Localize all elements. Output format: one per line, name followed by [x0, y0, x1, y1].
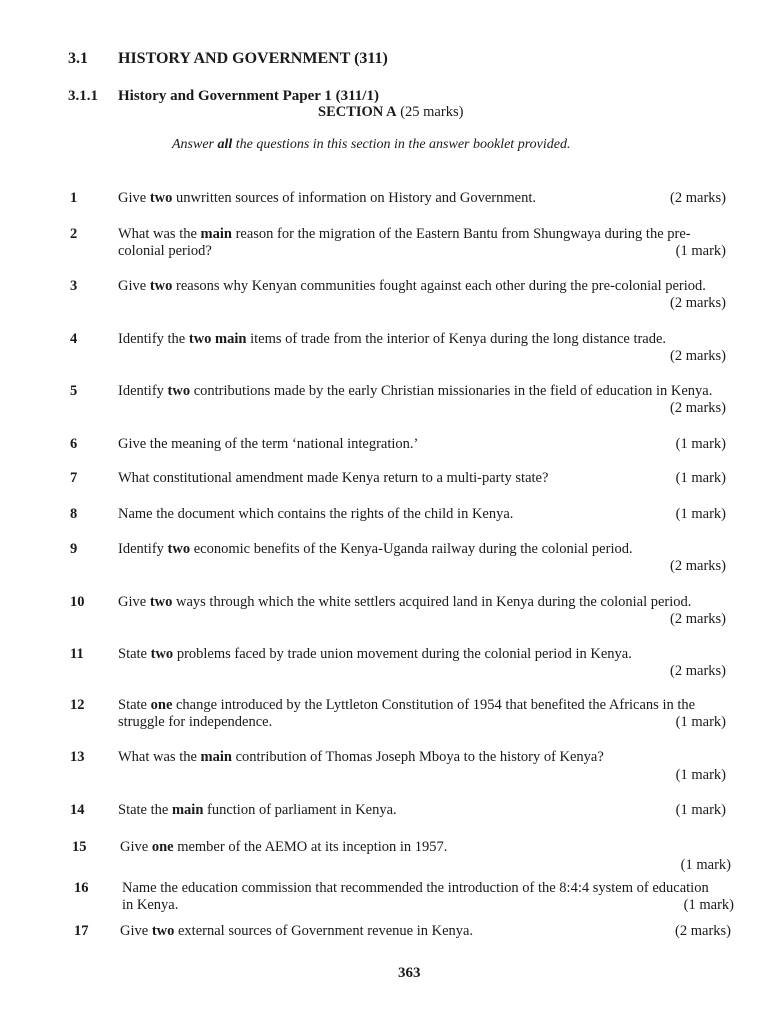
question-number: 1 — [70, 190, 78, 206]
question-emphasis: main — [171, 802, 204, 818]
section-heading — [318, 104, 463, 121]
question-text — [118, 646, 730, 663]
question-text — [118, 470, 658, 487]
question-marks: (2 marks) — [675, 923, 731, 939]
question-marks: (1 mark) — [675, 243, 726, 259]
question-number: 13 — [70, 749, 85, 765]
question-number: 2 — [70, 226, 78, 242]
question-marks: (1 mark) — [675, 436, 726, 452]
question-text-part: contribution of Thomas Joseph Mboya to the history of Kenya? — [231, 749, 604, 765]
question-emphasis: two — [149, 594, 173, 610]
question-number: 10 — [70, 594, 85, 610]
question-text-part: State — [118, 697, 151, 713]
question-text — [118, 697, 730, 731]
question-emphasis: two main — [188, 331, 247, 347]
question-text-part: State — [118, 646, 151, 662]
page-number: 363 — [398, 965, 421, 981]
question-text-part: What was the — [118, 226, 201, 242]
section-label: SECTION A — [318, 104, 397, 120]
question-text-part: ways through which the white settlers acquired land in Kenya during the colonial period. — [172, 594, 692, 610]
question-text-part: State the — [118, 802, 172, 818]
question-text — [118, 506, 658, 523]
question-marks: (2 marks) — [670, 663, 726, 679]
instruction-text: Answer — [172, 137, 218, 152]
question-text-part: problems faced by trade union movement during the colonial period in Kenya. — [173, 646, 632, 662]
question-text — [118, 331, 730, 348]
question-marks: (2 marks) — [670, 295, 726, 311]
question-number: 4 — [70, 331, 78, 347]
question-marks: (2 marks) — [670, 558, 726, 574]
question-text — [118, 436, 658, 453]
question-marks: (2 marks) — [670, 190, 726, 206]
question-number: 11 — [70, 646, 84, 662]
subsection-number: 3.1.1 — [68, 88, 98, 104]
question-text-part: Name the education commission that recommended the introduction of the 8:4:4 system of education in Kenya. — [122, 880, 709, 913]
question-emphasis: two — [149, 278, 173, 294]
question-number: 17 — [74, 923, 89, 939]
question-marks: (1 mark) — [675, 767, 726, 783]
question-marks: (2 marks) — [670, 400, 726, 416]
question-text-part: Give the meaning of the term ‘national integration.’ — [118, 436, 419, 452]
question-text-part: function of parliament in Kenya. — [203, 802, 397, 818]
question-text-part: economic benefits of the Kenya-Uganda railway during the colonial period. — [190, 541, 633, 557]
section-number: 3.1 — [68, 50, 88, 67]
question-text-part: Give — [118, 278, 150, 294]
question-text — [120, 923, 660, 940]
question-marks: (1 mark) — [683, 897, 734, 913]
question-text — [122, 880, 712, 914]
question-marks: (1 mark) — [675, 802, 726, 818]
question-marks: (2 marks) — [670, 611, 726, 627]
question-text-part: unwritten sources of information on History and Government. — [172, 190, 537, 206]
question-number: 14 — [70, 802, 85, 818]
question-text-part: Give — [120, 923, 152, 939]
question-text-part: external sources of Government revenue in Kenya. — [174, 923, 474, 939]
question-text-part: Identify — [118, 383, 168, 399]
question-number: 12 — [70, 697, 85, 713]
question-text-part: What constitutional amendment made Kenya return to a multi-party state? — [118, 470, 549, 486]
question-text — [118, 278, 730, 295]
question-text-part: Name the document which contains the rights of the child in Kenya. — [118, 506, 514, 522]
question-emphasis: two — [167, 541, 191, 557]
question-text — [120, 839, 660, 856]
question-text-part: Give — [118, 594, 150, 610]
question-emphasis: two — [151, 923, 175, 939]
question-marks: (1 mark) — [680, 857, 731, 873]
question-emphasis: one — [151, 839, 174, 855]
question-emphasis: two — [167, 383, 191, 399]
question-text-part: items of trade from the interior of Kenya during the long distance trade. — [246, 331, 667, 347]
question-text-part: What was the — [118, 749, 201, 765]
instruction-text: the questions in this section in the answer booklet provided. — [232, 137, 571, 152]
question-emphasis: one — [150, 697, 173, 713]
question-number: 16 — [74, 880, 89, 896]
instructions — [172, 137, 570, 153]
paper-title: HISTORY AND GOVERNMENT (311) — [118, 50, 388, 67]
question-number: 7 — [70, 470, 78, 486]
question-text — [118, 541, 730, 558]
question-text-part: change introduced by the Lyttleton Constitution of 1954 that benefited the Africans in the struggle for independence. — [118, 697, 696, 730]
question-text-part: Give — [118, 190, 150, 206]
section-marks: (25 marks) — [400, 104, 464, 120]
instruction-emphasis: all — [217, 137, 233, 152]
question-emphasis: two — [149, 190, 173, 206]
subsection-title: History and Government Paper 1 (311/1) — [118, 88, 379, 104]
question-text — [118, 594, 718, 611]
question-marks: (1 mark) — [675, 506, 726, 522]
question-number: 15 — [72, 839, 87, 855]
question-text — [118, 802, 658, 819]
question-text — [118, 226, 730, 260]
question-text-part: contributions made by the early Christian missionaries in the field of education in Kenya. — [190, 383, 713, 399]
question-text-part: reasons why Kenyan communities fought against each other during the pre-colonial period. — [172, 278, 706, 294]
question-text — [118, 190, 658, 207]
question-emphasis: two — [150, 646, 174, 662]
question-number: 5 — [70, 383, 78, 399]
question-text-part: member of the AEMO at its inception in 1957. — [173, 839, 448, 855]
question-marks: (1 mark) — [675, 470, 726, 486]
question-text-part: Identify the — [118, 331, 189, 347]
question-emphasis: main — [200, 749, 232, 765]
question-text — [118, 383, 730, 400]
question-text-part: reason for the migration of the Eastern Bantu from Shungwaya during the pre-colonial period? — [118, 226, 691, 259]
question-text-part: Identify — [118, 541, 168, 557]
question-number: 6 — [70, 436, 78, 452]
question-emphasis: main — [200, 226, 232, 242]
question-marks: (1 mark) — [675, 714, 726, 730]
question-marks: (2 marks) — [670, 348, 726, 364]
question-number: 8 — [70, 506, 78, 522]
question-text-part: Give — [120, 839, 152, 855]
question-text — [118, 749, 730, 766]
question-number: 9 — [70, 541, 78, 557]
question-number: 3 — [70, 278, 78, 294]
